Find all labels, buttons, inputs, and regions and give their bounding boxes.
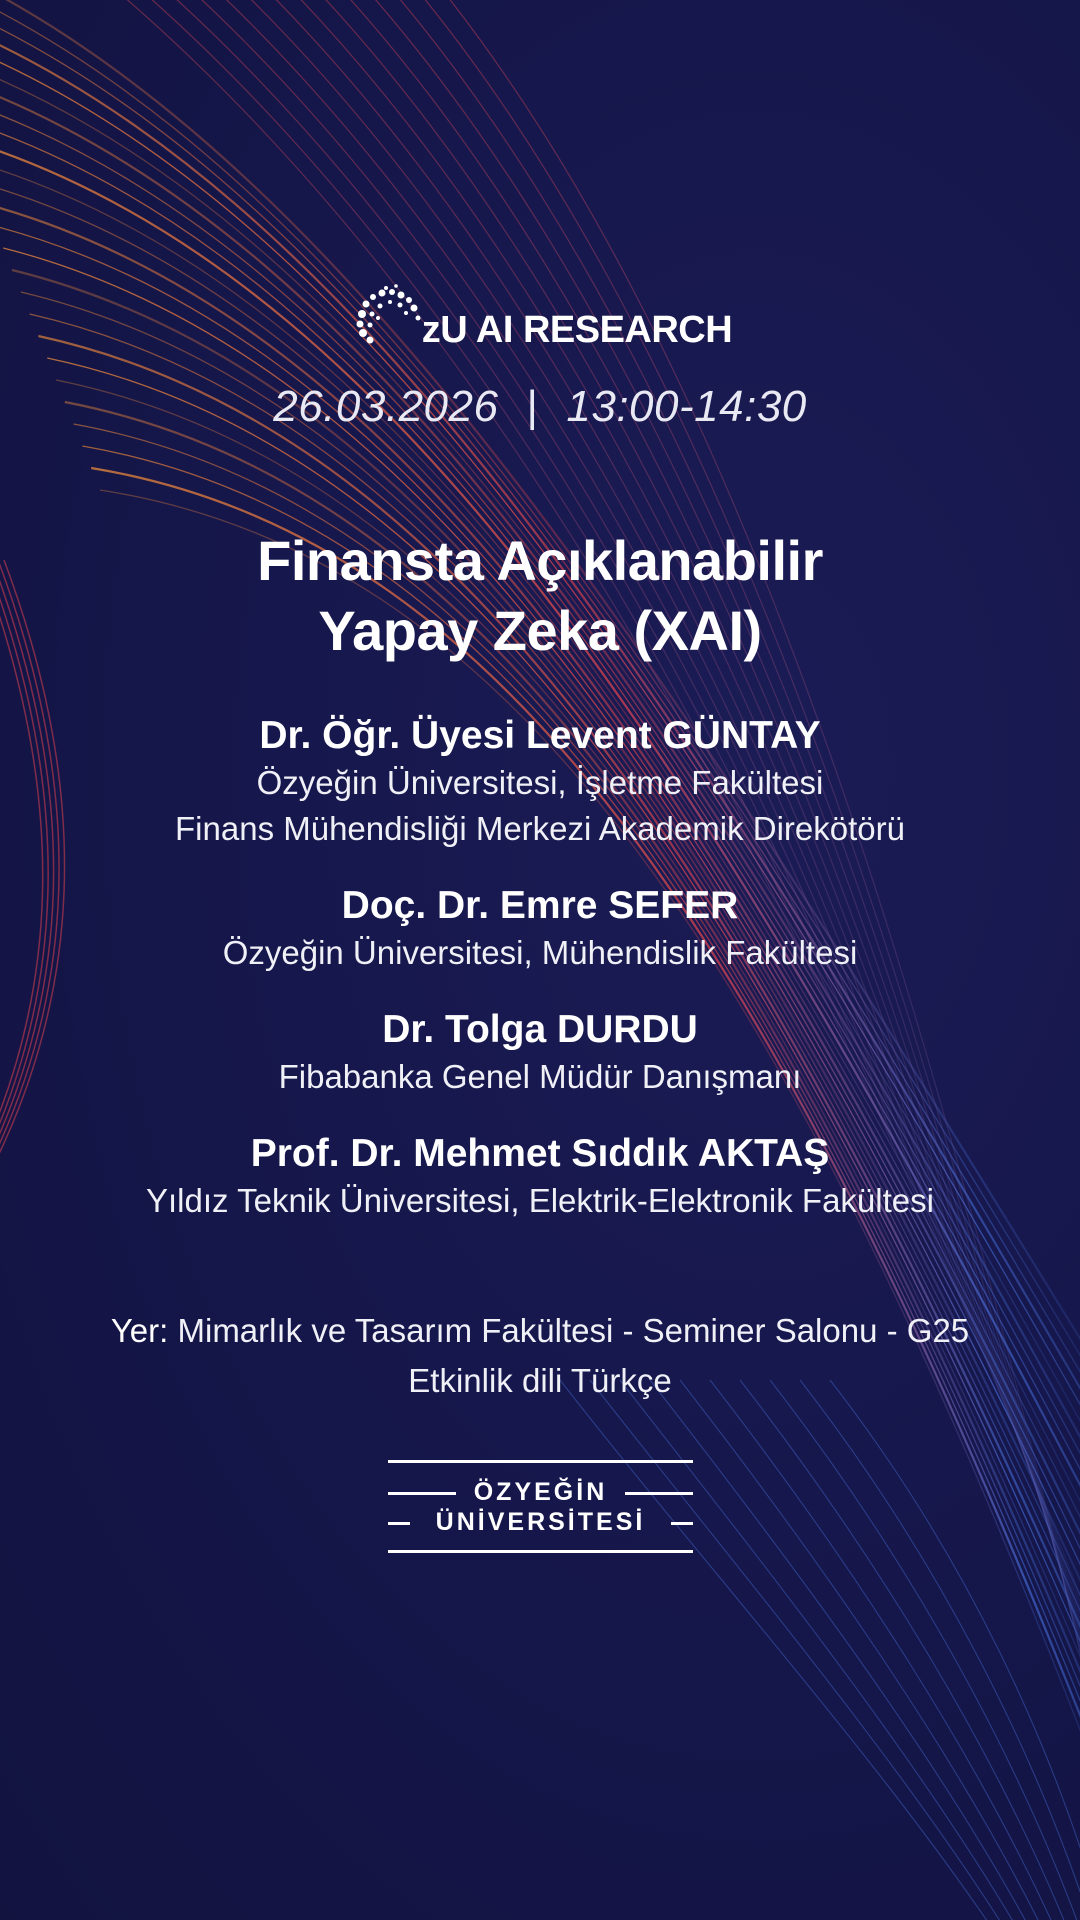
speaker-affiliation: Özyeğin Üniversitesi, İşletme Fakültesi [256,764,824,801]
dotted-circle-logo-icon [348,278,426,354]
event-title [0,526,1080,666]
speaker-1 [0,712,1080,852]
speaker-2 [0,882,1080,976]
logo-line-2: ÜNİVERSİTESİ [435,1508,646,1536]
logo-top-rule [388,1460,693,1463]
speaker-affiliation: Finans Mühendisliği Merkezi Akademik Direkötörü [175,810,905,847]
logo-line-1: ÖZYEĞİN [473,1478,608,1506]
venue-label: Yer: [110,1312,169,1349]
title-line-1: Finansta Açıklanabilir [257,529,823,592]
event-time: 13:00-14:30 [566,382,807,431]
brand-header [0,278,1080,354]
speaker-3 [0,1006,1080,1100]
datetime-separator: | [526,382,539,431]
speaker-4 [0,1130,1080,1224]
brand-name: zU AI RESEARCH [421,309,733,351]
speaker-affiliation: Fibabanka Genel Müdür Danışmanı [278,1058,802,1095]
speaker-name: Prof. Dr. Mehmet Sıddık AKTAŞ [250,1132,830,1175]
speaker-name: Dr. Öğr. Üyesi Levent GÜNTAY [259,714,821,757]
speaker-name: Dr. Tolga DURDU [382,1008,698,1051]
ozyegin-university-logo [388,1460,693,1554]
logo-bottom-rule [388,1550,693,1553]
speaker-name: Doç. Dr. Emre SEFER [341,884,739,927]
event-datetime [0,382,1080,432]
speaker-affiliation: Yıldız Teknik Üniversitesi, Elektrik-Elektronik Fakültesi [146,1182,934,1219]
venue-place: Mimarlık ve Tasarım Fakültesi - Seminer Salonu - G25 [177,1312,970,1349]
speaker-affiliation: Özyeğin Üniversitesi, Mühendislik Fakültesi [222,934,858,971]
event-language: Etkinlik dili Türkçe [408,1362,672,1399]
venue-info [0,1306,1080,1406]
event-date: 26.03.2026 [273,382,499,431]
title-line-2: Yapay Zeka (XAI) [318,599,762,662]
